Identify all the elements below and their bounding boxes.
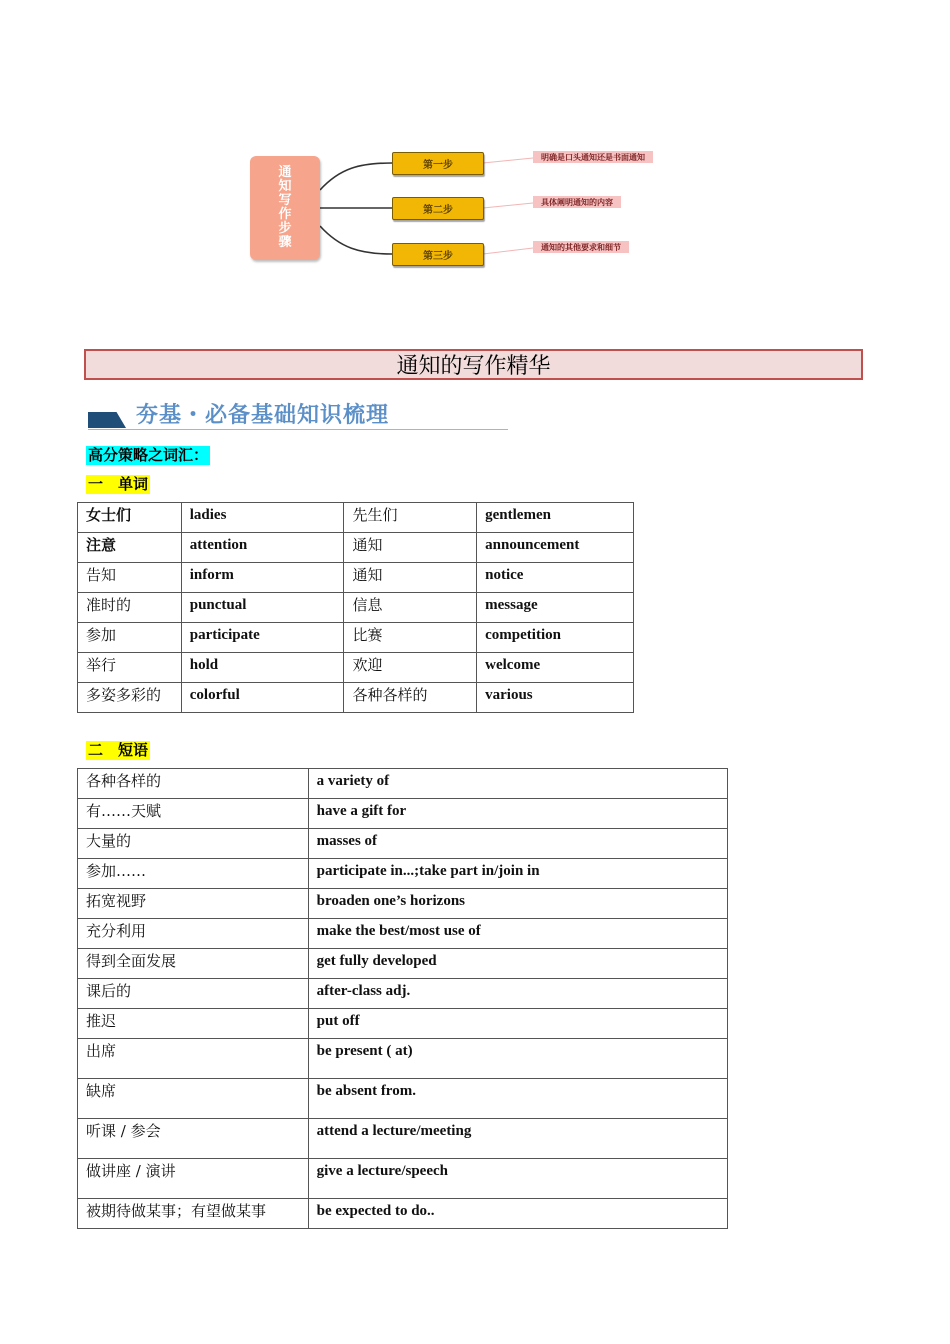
phrase-english-cell: give a lecture/speech (308, 1159, 727, 1199)
phrase-chinese-cell: 得到全面发展 (78, 949, 309, 979)
table-row (78, 949, 728, 979)
phrase-english-cell: make the best/most use of (308, 919, 727, 949)
phrase-chinese-cell: 参加…… (78, 859, 309, 889)
word-chinese-cell: 准时的 (78, 593, 182, 623)
table-row (78, 889, 728, 919)
phrase-chinese-cell: 大量的 (78, 829, 309, 859)
word-chinese-cell: 女士们 (78, 503, 182, 533)
diagram-note-3: 通知的其他要求和细节 (533, 241, 629, 253)
phrase-chinese-cell: 充分利用 (78, 919, 309, 949)
diagram-step-1: 第一步 (392, 152, 484, 175)
banner-bar-icon (88, 412, 126, 428)
phrase-chinese-cell: 有……天赋 (78, 799, 309, 829)
word-english-cell: participate (181, 623, 344, 653)
word-english-cell: notice (477, 563, 634, 593)
diagram-note-1: 明确是口头通知还是书面通知 (533, 151, 653, 163)
phrase-chinese-cell: 被期待做某事；有望做某事 (78, 1199, 309, 1229)
phrase-english-cell: broaden one’s horizons (308, 889, 727, 919)
word-english-cell: punctual (181, 593, 344, 623)
word-chinese-cell: 各种各样的 (344, 683, 477, 713)
word-chinese-cell: 欢迎 (344, 653, 477, 683)
table-row (78, 563, 634, 593)
root-char: 通 (278, 165, 292, 180)
phrase-english-cell: participate in...;take part in/join in (308, 859, 727, 889)
word-english-cell: ladies (181, 503, 344, 533)
banner-title: 夯基・必备基础知识梳理 (136, 402, 390, 428)
word-english-cell: gentlemen (477, 503, 634, 533)
phrase-chinese-cell: 做讲座 / 演讲 (78, 1159, 309, 1199)
table-row (78, 859, 728, 889)
words-heading: 一 单词 (88, 475, 149, 493)
table-row (78, 1119, 728, 1159)
phrase-english-cell: attend a lecture/meeting (308, 1119, 727, 1159)
table-row (78, 1009, 728, 1039)
table-row (78, 979, 728, 1009)
diagram-root-node (250, 156, 320, 260)
word-english-cell: hold (181, 653, 344, 683)
table-row (78, 1159, 728, 1199)
words-table (77, 502, 634, 713)
table-row (78, 593, 634, 623)
phrase-english-cell: get fully developed (308, 949, 727, 979)
phrase-chinese-cell: 推迟 (78, 1009, 309, 1039)
phrase-english-cell: be present ( at) (308, 1039, 727, 1079)
phrase-chinese-cell: 课后的 (78, 979, 309, 1009)
phrase-english-cell: put off (308, 1009, 727, 1039)
word-chinese-cell: 先生们 (344, 503, 477, 533)
phrase-english-cell: masses of (308, 829, 727, 859)
word-english-cell: message (477, 593, 634, 623)
table-row (78, 829, 728, 859)
table-row (78, 1079, 728, 1119)
word-chinese-cell: 比赛 (344, 623, 477, 653)
writing-steps-diagram (0, 0, 950, 300)
word-chinese-cell: 举行 (78, 653, 182, 683)
diagram-step-2: 第二步 (392, 197, 484, 220)
table-row (78, 799, 728, 829)
phrase-english-cell: be absent from. (308, 1079, 727, 1119)
table-row (78, 653, 634, 683)
word-english-cell: inform (181, 563, 344, 593)
phrase-chinese-cell: 各种各样的 (78, 769, 309, 799)
word-chinese-cell: 多姿多彩的 (78, 683, 182, 713)
word-english-cell: attention (181, 533, 344, 563)
word-chinese-cell: 参加 (78, 623, 182, 653)
phrase-english-cell: a variety of (308, 769, 727, 799)
phrase-chinese-cell: 听课 / 参会 (78, 1119, 309, 1159)
root-char: 写 (278, 193, 292, 208)
root-char: 骤 (278, 235, 292, 250)
word-english-cell: welcome (477, 653, 634, 683)
phrase-english-cell: have a gift for (308, 799, 727, 829)
word-english-cell: competition (477, 623, 634, 653)
word-english-cell: colorful (181, 683, 344, 713)
word-english-cell: announcement (477, 533, 634, 563)
table-row (78, 1199, 728, 1229)
table-row (78, 533, 634, 563)
phrase-chinese-cell: 出席 (78, 1039, 309, 1079)
word-chinese-cell: 通知 (344, 563, 477, 593)
table-row (78, 1039, 728, 1079)
diagram-note-2: 具体阐明通知的内容 (533, 196, 621, 208)
phrase-english-cell: after-class adj. (308, 979, 727, 1009)
phrase-chinese-cell: 拓宽视野 (78, 889, 309, 919)
phrases-heading: 二 短语 (88, 741, 149, 759)
vocab-section-label: 高分策略之词汇： (88, 446, 209, 464)
section-banner (88, 398, 508, 432)
word-chinese-cell: 告知 (78, 563, 182, 593)
diagram-step-3: 第三步 (392, 243, 484, 266)
phrases-table (77, 768, 728, 1229)
page-title: 通知的写作精华 (84, 349, 863, 380)
phrase-english-cell: be expected to do.. (308, 1199, 727, 1229)
word-chinese-cell: 信息 (344, 593, 477, 623)
word-chinese-cell: 注意 (78, 533, 182, 563)
word-chinese-cell: 通知 (344, 533, 477, 563)
root-char: 作 (278, 207, 292, 222)
table-row (78, 769, 728, 799)
table-row (78, 683, 634, 713)
table-row (78, 623, 634, 653)
phrase-chinese-cell: 缺席 (78, 1079, 309, 1119)
table-row (78, 503, 634, 533)
banner-underline (88, 429, 508, 430)
root-char: 知 (278, 179, 292, 194)
table-row (78, 919, 728, 949)
word-english-cell: various (477, 683, 634, 713)
root-char: 步 (278, 221, 292, 236)
